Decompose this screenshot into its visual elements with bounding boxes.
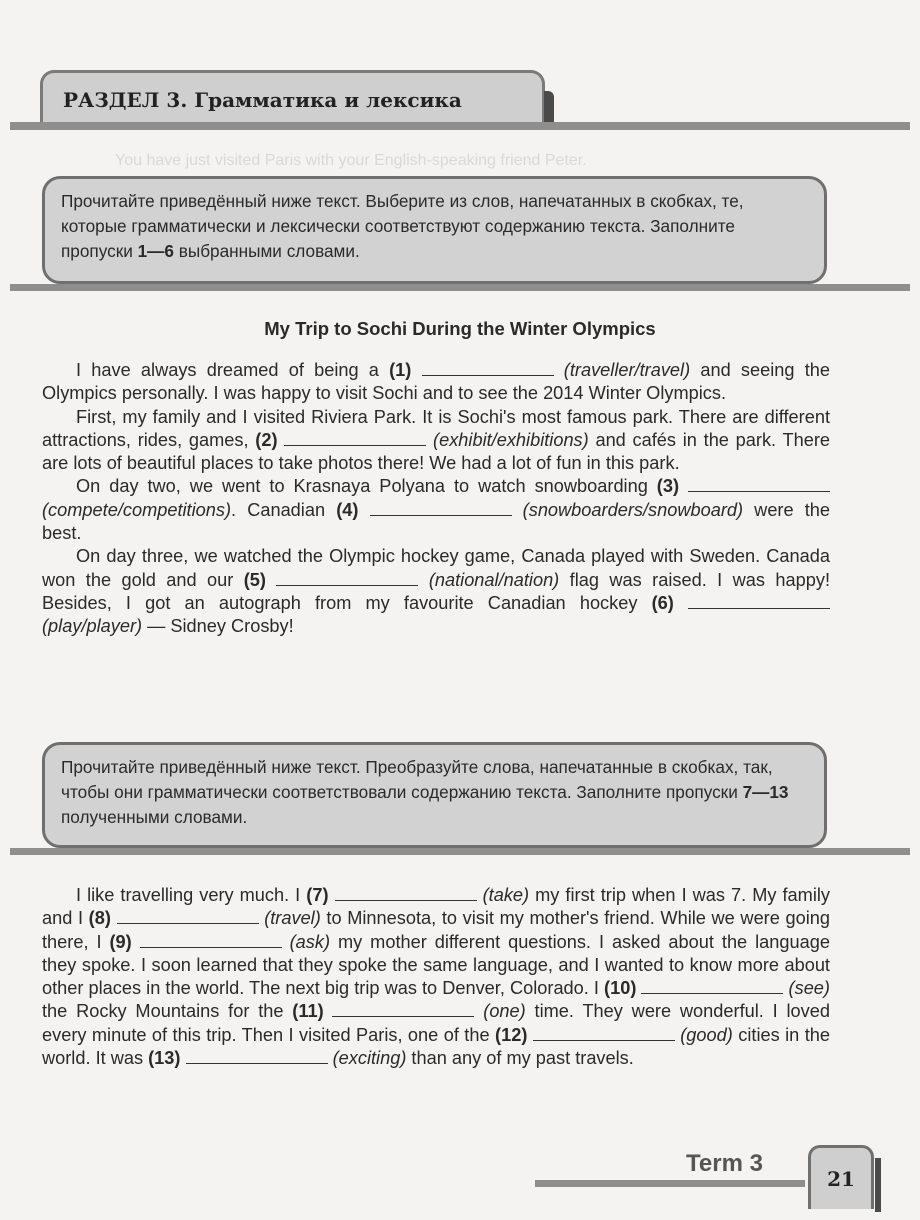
instruction-range: 1—6 — [137, 241, 174, 261]
gap-4-input[interactable] — [370, 501, 512, 516]
instruction-text-end: выбранными словами. — [173, 241, 360, 261]
article-title: My Trip to Sochi During the Winter Olympics — [264, 318, 656, 339]
gap-10-input[interactable] — [641, 979, 783, 994]
paragraph: I have always dreamed of being a (1) (traveller/travel) and seeing the Olympics personally. I was happy to visit Sochi and to see the 2014 Winter Olympics. — [42, 360, 830, 404]
gap-1-input[interactable] — [422, 361, 554, 376]
section-header — [40, 70, 545, 126]
instruction-divider — [10, 284, 910, 291]
page-number: 21 — [827, 1166, 855, 1191]
term-label: Term 3 — [686, 1150, 763, 1177]
page-number-tab — [808, 1145, 874, 1209]
instruction-text-end: полученными словами. — [61, 807, 248, 827]
paragraph: I like travelling very much. I (7) (take) my first trip when I was 7. My family and I (8) (travel) to Minnesota, to visit my mother's friend. While we were going there, I (9) (ask) my mother different questions. I asked about the language they spoke. I soon learned that they spoke the same language, and I wanted to know more about other places in the world. The next big trip was to Denver, Colorado. I (10) (see) the Rocky Mountains for the (11) (one) time. They were wonderful. I loved every minute of this trip. Then I visited Paris, one of the (12) (good) cities in the world. It was (13) (exciting) than any of my past travels. — [42, 885, 831, 1069]
gap-9-input[interactable] — [140, 933, 282, 948]
gap-7-input[interactable] — [335, 886, 477, 901]
passage-1 — [42, 359, 830, 639]
gap-13-input[interactable] — [186, 1049, 328, 1064]
footer-divider — [535, 1180, 805, 1187]
gap-8-input[interactable] — [117, 909, 259, 924]
gap-5-input[interactable] — [276, 571, 418, 586]
bleed-through-text: You have just visited Paris with your English-speaking friend Peter. — [115, 152, 587, 169]
gap-6-input[interactable] — [688, 594, 830, 609]
instruction-box-1 — [42, 176, 827, 284]
instruction-divider — [10, 848, 910, 855]
passage-2 — [42, 884, 830, 1070]
section-title: РАЗДЕЛ 3. Грамматика и лексика — [63, 87, 462, 112]
gap-12-input[interactable] — [533, 1026, 675, 1041]
paragraph: On day two, we went to Krasnaya Polyana to watch snowboarding (3) (compete/competitions). Canadian (4) (snowboarders/snowboard) were the best. — [42, 476, 830, 544]
instruction-text: Прочитайте приведённый ниже текст. Выберите из слов, напечатанных в скобках, те, которые грамматически и лексически соответствуют содержанию текста. Заполните пропуски — [61, 191, 744, 261]
instruction-box-2 — [42, 742, 827, 848]
gap-2-input[interactable] — [284, 431, 426, 446]
section-divider — [10, 122, 910, 130]
paragraph: On day three, we watched the Olympic hockey game, Canada played with Sweden. Canada won the gold and our (5) (national/nation) flag was raised. I was happy! Besides, I got an autograph from my favourite Canadian hockey (6) (play/player) — Sidney Crosby! — [42, 546, 830, 637]
gap-11-input[interactable] — [332, 1002, 474, 1017]
instruction-text: Прочитайте приведённый ниже текст. Преобразуйте слова, напечатанные в скобках, так, чтобы они грамматически соответствовали содержанию текста. Заполните пропуски — [61, 757, 773, 802]
gap-3-input[interactable] — [688, 477, 830, 492]
instruction-range: 7—13 — [742, 782, 789, 802]
paragraph: First, my family and I visited Riviera Park. It is Sochi's most famous park. There are different attractions, rides, games, (2) (exhibit/exhibitions) and cafés in the park. There are lots of beautiful places to take photos there! We had a lot of fun in this park. — [42, 406, 831, 474]
